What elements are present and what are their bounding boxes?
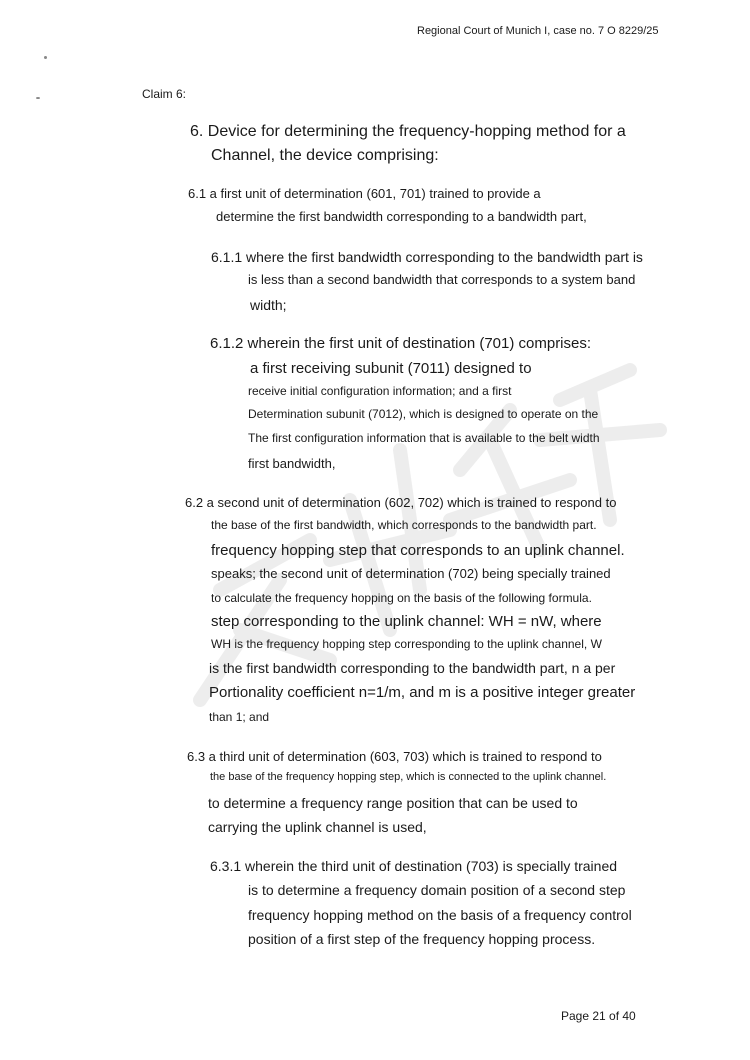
feature-6-1-line: 6.1 a first unit of determination (601, 701) trained to provide a <box>188 186 541 201</box>
feature-6-1-1-line: width; <box>250 297 287 313</box>
claim-intro-line: Channel, the device comprising: <box>211 147 439 164</box>
feature-6-2-line: to calculate the frequency hopping on the basis of the following formula. <box>211 591 592 605</box>
scan-speck <box>44 56 47 59</box>
claim-label: Claim 6: <box>142 87 187 101</box>
feature-6-1-1-line: 6.1.1 where the first bandwidth corresponding to the bandwidth part is <box>211 249 643 265</box>
feature-6-1-2-line: first bandwidth, <box>248 456 336 471</box>
scan-speck <box>36 97 40 99</box>
feature-6-1-2-line: The first configuration information that is available to the belt width <box>248 431 600 445</box>
feature-6-2-line: step corresponding to the uplink channel: WH = nW, where <box>211 613 602 630</box>
feature-6-2-line: than 1; and <box>209 710 270 724</box>
claim-intro-line: 6. Device for determining the frequency-hopping method for a <box>190 123 626 140</box>
feature-6-2-line: WH is the frequency hopping step corresponding to the uplink channel, W <box>211 637 602 651</box>
feature-6-1-2-line: Determination subunit (7012), which is designed to operate on the <box>248 407 599 421</box>
feature-6-1-2-line: receive initial configuration information; and a first <box>248 384 512 398</box>
feature-6-1-1-line: is less than a second bandwidth that corresponds to a system band <box>248 272 636 287</box>
feature-6-3-line: the base of the frequency hopping step, which is connected to the uplink channel. <box>210 771 607 783</box>
feature-6-2-line: 6.2 a second unit of determination (602, 702) which is trained to respond to <box>185 495 617 510</box>
feature-6-1-line: determine the first bandwidth corresponding to a bandwidth part, <box>216 209 587 224</box>
feature-6-3-line: carrying the uplink channel is used, <box>208 819 427 835</box>
feature-6-2-line: frequency hopping step that corresponds to an uplink channel. <box>211 542 625 559</box>
feature-6-3-1-line: is to determine a frequency domain position of a second step <box>248 882 626 898</box>
feature-6-3-1-line: position of a first step of the frequency hopping process. <box>248 931 596 947</box>
feature-6-1-2-line: a first receiving subunit (7011) designed to <box>250 360 532 377</box>
feature-6-2-line: speaks; the second unit of determination (702) being specially trained <box>211 566 611 581</box>
feature-6-3-1-line: 6.3.1 wherein the third unit of destination (703) is specially trained <box>210 858 618 874</box>
feature-6-2-line: the base of the first bandwidth, which corresponds to the bandwidth part. <box>211 518 597 532</box>
feature-6-2-line: Portionality coefficient n=1/m, and m is a positive integer greater <box>209 684 636 701</box>
feature-6-3-1-line: frequency hopping method on the basis of a frequency control <box>248 907 632 923</box>
feature-6-1-2-line: 6.1.2 wherein the first unit of destination (701) comprises: <box>210 335 592 352</box>
feature-6-3-line: 6.3 a third unit of determination (603, 703) which is trained to respond to <box>187 749 602 764</box>
feature-6-2-line: is the first bandwidth corresponding to the bandwidth part, n a per <box>209 660 616 676</box>
case-reference: Regional Court of Munich I, case no. 7 O 8229/25 <box>417 25 659 37</box>
feature-6-3-line: to determine a frequency range position that can be used to <box>208 795 578 811</box>
page-number: Page 21 of 40 <box>561 1009 636 1023</box>
